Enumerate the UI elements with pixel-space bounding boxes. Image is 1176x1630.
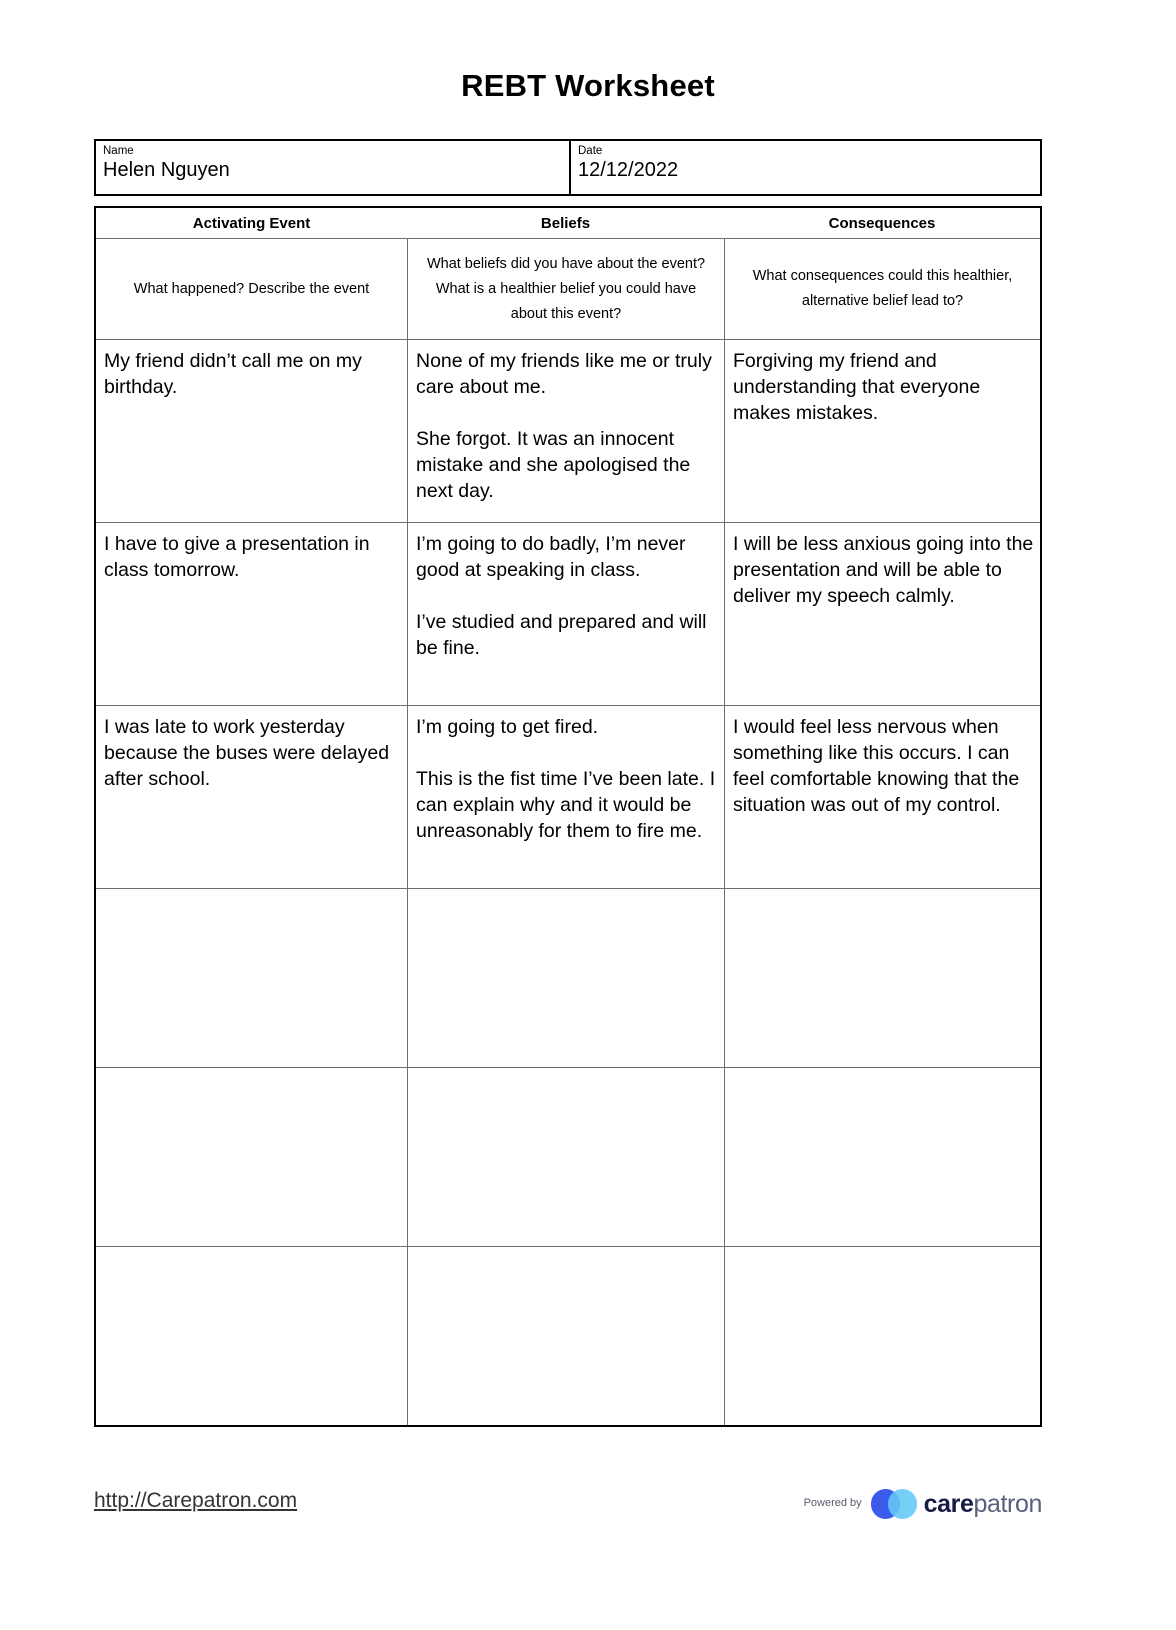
column-heading-row (96, 208, 1040, 239)
table-row (96, 340, 1040, 523)
entry-paragraph: I have to give a presentation in class tomorrow. (104, 533, 370, 581)
logo-blob-right (888, 1489, 917, 1519)
entry-cell-activating-event[interactable] (96, 889, 407, 1067)
entry-paragraph: I would feel less nervous when something like this occurs. I can feel comfortable knowing that the situation was out of my control. (733, 716, 1020, 816)
name-field[interactable] (96, 141, 571, 194)
prompt-line: What is a healthier belief you could have about this event? (435, 280, 697, 322)
wordmark-patron: patron (973, 1490, 1042, 1518)
entry-paragraph: I’m going to get fired. (416, 716, 599, 738)
entry-paragraph: I’m going to do badly, I’m never good at speaking in class. (416, 533, 686, 581)
date-label: Date (578, 145, 603, 157)
date-field[interactable] (571, 141, 1040, 194)
carepatron-wordmark (924, 1491, 1042, 1517)
entry-cell-activating-event[interactable] (96, 1247, 407, 1425)
table-row (96, 706, 1040, 889)
table-row (96, 523, 1040, 706)
entry-paragraph: She forgot. It was an innocent mistake and she apologised the next day. (416, 428, 691, 502)
entry-cell-activating-event[interactable] (96, 340, 407, 522)
carepatron-logo-icon (871, 1489, 917, 1519)
entry-cell-consequences[interactable] (724, 523, 1040, 705)
table-row (96, 1068, 1040, 1247)
wordmark-care: care (923, 1490, 974, 1518)
entry-paragraph: I will be less anxious going into the presentation and will be able to deliver my speech calmly. (733, 533, 1034, 607)
date-value: 12/12/2022 (578, 159, 679, 181)
column-heading-consequences: Consequences (828, 214, 936, 232)
entry-paragraph: My friend didn’t call me on my birthday. (104, 350, 362, 398)
entry-cell-beliefs[interactable] (407, 1068, 724, 1246)
table-row (96, 1247, 1040, 1425)
entry-cell-consequences[interactable] (724, 706, 1040, 888)
entry-rows (96, 340, 1040, 1425)
entry-cell-beliefs[interactable] (407, 340, 724, 522)
prompt-activating-event (96, 239, 407, 339)
powered-by-label: Powered by (803, 1497, 862, 1509)
page-title: REBT Worksheet (461, 68, 715, 103)
prompt-line: What happened? Describe the event (133, 280, 370, 297)
entry-cell-consequences[interactable] (724, 1068, 1040, 1246)
entry-cell-activating-event[interactable] (96, 523, 407, 705)
column-heading-beliefs: Beliefs (540, 214, 591, 232)
entry-paragraph: I’ve studied and prepared and will be fine. (416, 611, 707, 659)
entry-cell-activating-event[interactable] (96, 1068, 407, 1246)
prompt-beliefs (407, 239, 724, 339)
entry-cell-beliefs[interactable] (407, 523, 724, 705)
entry-paragraph: Forgiving my friend and understanding that everyone makes mistakes. (733, 350, 981, 424)
carepatron-link[interactable]: http://Carepatron.com (94, 1489, 298, 1512)
identity-box (94, 139, 1042, 196)
entry-paragraph: This is the fist time I’ve been late. I can explain why and it would be unreasonably for them to fire me. (416, 768, 716, 842)
footer (94, 1486, 1042, 1526)
prompt-consequences (724, 239, 1040, 339)
entry-cell-beliefs[interactable] (407, 889, 724, 1067)
entry-cell-activating-event[interactable] (96, 706, 407, 888)
prompt-line: What consequences could this healthier, alternative belief lead to? (752, 268, 1013, 309)
entry-paragraph: I was late to work yesterday because the buses were delayed after school. (104, 716, 390, 790)
carepatron-branding (804, 1486, 1042, 1522)
entry-cell-consequences[interactable] (724, 1247, 1040, 1425)
column-prompt-row (96, 239, 1040, 340)
entry-cell-beliefs[interactable] (407, 706, 724, 888)
column-heading-activating-event: Activating Event (192, 214, 311, 232)
entry-cell-consequences[interactable] (724, 340, 1040, 522)
prompt-line: What beliefs did you have about the event? (426, 255, 706, 272)
abc-grid (94, 206, 1042, 1427)
entry-cell-consequences[interactable] (724, 889, 1040, 1067)
table-row (96, 889, 1040, 1068)
name-value: Helen Nguyen (103, 159, 230, 181)
entry-paragraph: None of my friends like me or truly care about me. (416, 350, 712, 398)
entry-cell-beliefs[interactable] (407, 1247, 724, 1425)
name-label: Name (103, 145, 134, 157)
